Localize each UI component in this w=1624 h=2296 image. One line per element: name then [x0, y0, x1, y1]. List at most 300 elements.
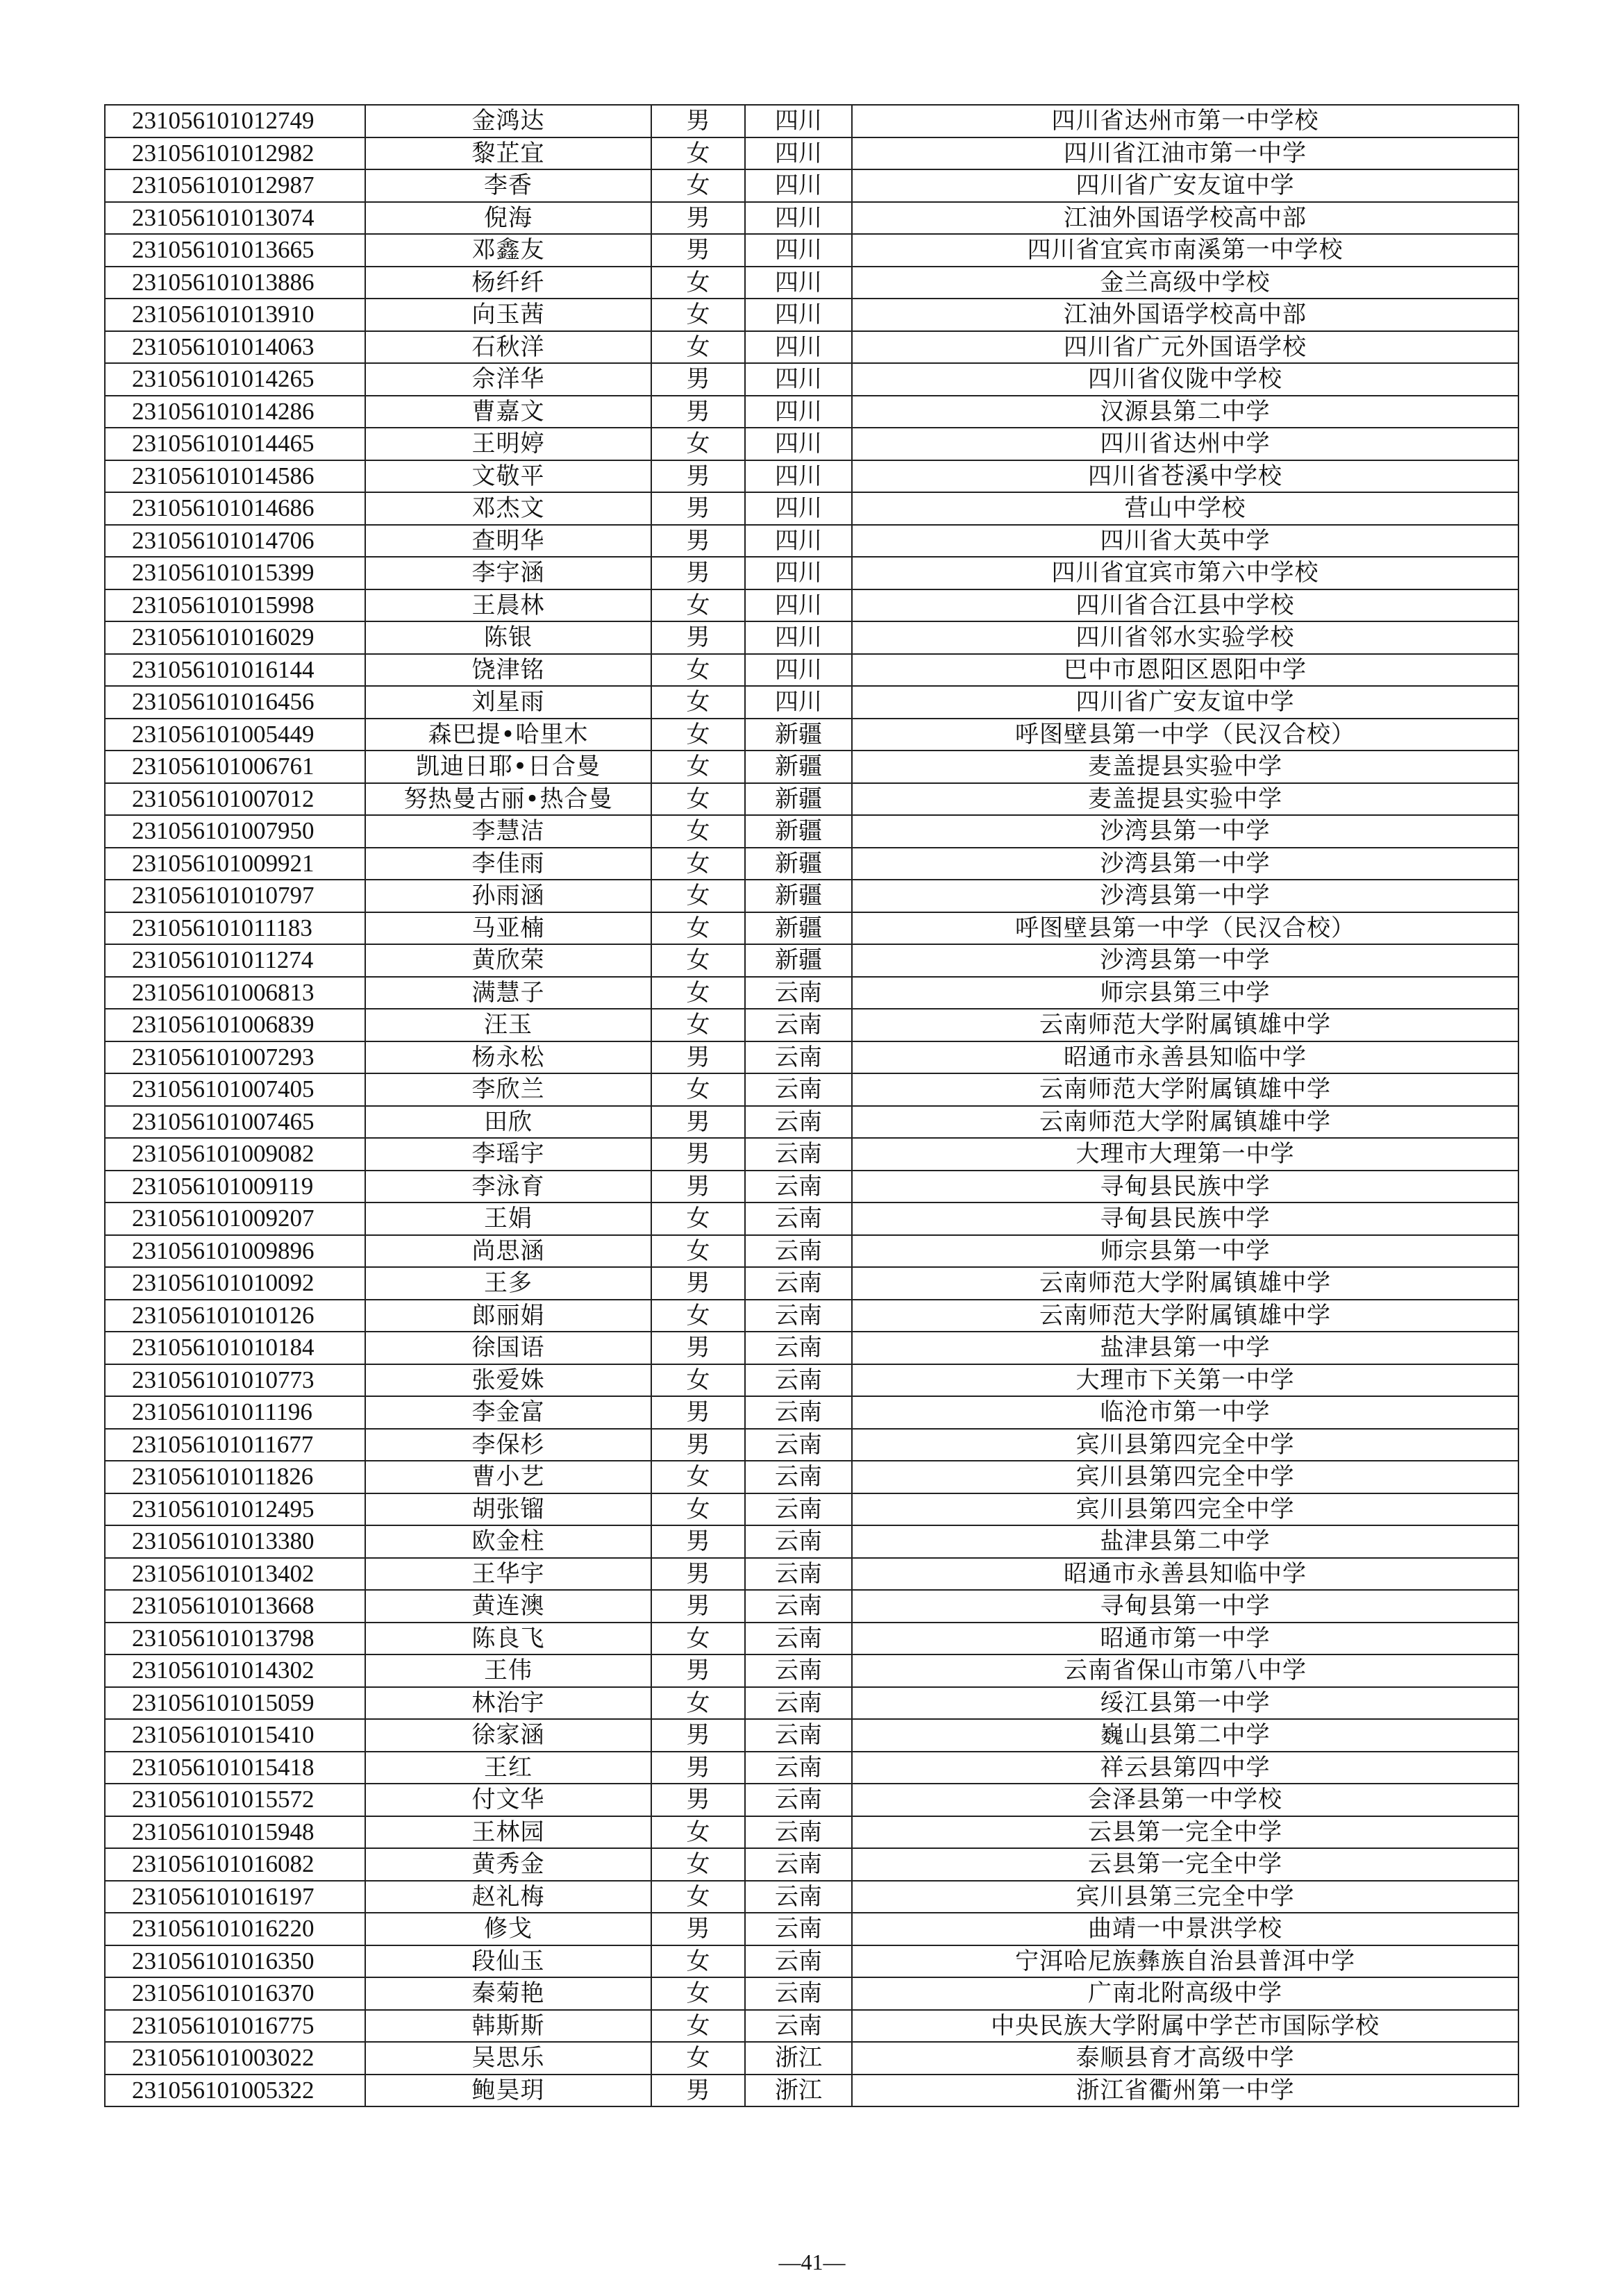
school-name-cell: 盐津县第一中学 [852, 1332, 1518, 1364]
table-row [105, 1752, 1518, 1784]
gender-cell: 女 [651, 751, 745, 783]
province-cell: 新疆 [745, 783, 852, 816]
table-row [105, 1235, 1518, 1268]
school-name-cell: 沙湾县第一中学 [852, 944, 1518, 977]
table-row [105, 1267, 1518, 1300]
province-cell: 四川 [745, 202, 852, 235]
candidate-id-cell: 231056101015059 [105, 1687, 365, 1720]
candidate-id-cell: 231056101006813 [105, 977, 365, 1009]
school-name-cell: 绥江县第一中学 [852, 1687, 1518, 1720]
province-cell: 云南 [745, 1719, 852, 1752]
candidate-id-cell: 231056101013886 [105, 267, 365, 299]
gender-cell: 男 [651, 621, 745, 654]
table-row [105, 1945, 1518, 1978]
school-name-cell: 曲靖一中景洪学校 [852, 1913, 1518, 1945]
province-cell: 四川 [745, 299, 852, 331]
table-row [105, 105, 1518, 137]
table-row [105, 1913, 1518, 1945]
province-cell: 新疆 [745, 848, 852, 880]
student-name-cell: 黄连澳 [365, 1590, 651, 1623]
table-row [105, 1106, 1518, 1139]
province-cell: 四川 [745, 654, 852, 687]
candidate-id-cell: 231056101014286 [105, 396, 365, 428]
candidate-id-cell: 231056101011196 [105, 1396, 365, 1429]
table-row [105, 1461, 1518, 1493]
candidate-id-cell: 231056101014265 [105, 363, 365, 396]
province-cell: 浙江 [745, 2042, 852, 2075]
candidate-id-cell: 231056101012987 [105, 169, 365, 202]
candidate-id-cell: 231056101016197 [105, 1881, 365, 1913]
student-name-cell: 李宇涵 [365, 557, 651, 589]
candidate-id-cell: 231056101009207 [105, 1203, 365, 1235]
candidate-id-cell: 231056101016456 [105, 686, 365, 719]
candidate-id-cell: 231056101006761 [105, 751, 365, 783]
table-row [105, 1332, 1518, 1364]
candidate-id-cell: 231056101007950 [105, 815, 365, 848]
candidate-id-cell: 231056101009119 [105, 1171, 365, 1203]
gender-cell: 女 [651, 1623, 745, 1655]
candidate-id-cell: 231056101006839 [105, 1009, 365, 1041]
student-name-cell: 王晨林 [365, 589, 651, 622]
table-row [105, 751, 1518, 783]
gender-cell: 男 [651, 1041, 745, 1074]
gender-cell: 女 [651, 331, 745, 364]
gender-cell: 男 [651, 363, 745, 396]
candidate-id-cell: 231056101011183 [105, 912, 365, 945]
school-name-cell: 云县第一完全中学 [852, 1848, 1518, 1881]
table-row [105, 654, 1518, 687]
gender-cell: 女 [651, 267, 745, 299]
province-cell: 云南 [745, 1945, 852, 1978]
gender-cell: 女 [651, 1816, 745, 1849]
gender-cell: 女 [651, 299, 745, 331]
gender-cell: 男 [651, 557, 745, 589]
table-row [105, 1300, 1518, 1332]
table-row [105, 1429, 1518, 1461]
province-cell: 云南 [745, 1073, 852, 1106]
gender-cell: 男 [651, 1267, 745, 1300]
candidate-id-cell: 231056101015418 [105, 1752, 365, 1784]
table-row [105, 944, 1518, 977]
table-row [105, 1558, 1518, 1591]
student-name-cell: 郎丽娟 [365, 1300, 651, 1332]
table-row [105, 783, 1518, 816]
gender-cell: 男 [651, 396, 745, 428]
student-name-cell: 金鸿达 [365, 105, 651, 137]
table-row [105, 1364, 1518, 1397]
candidate-id-cell: 231056101011274 [105, 944, 365, 977]
gender-cell: 男 [651, 1138, 745, 1171]
student-name-cell: 尚思涵 [365, 1235, 651, 1268]
gender-cell: 男 [651, 1590, 745, 1623]
candidate-id-cell: 231056101010773 [105, 1364, 365, 1397]
gender-cell: 男 [651, 525, 745, 558]
candidate-id-cell: 231056101011826 [105, 1461, 365, 1493]
candidate-id-cell: 231056101016220 [105, 1913, 365, 1945]
candidate-id-cell: 231056101009082 [105, 1138, 365, 1171]
candidate-id-cell: 231056101016370 [105, 1977, 365, 2010]
table-row [105, 912, 1518, 945]
table-row [105, 234, 1518, 267]
school-name-cell: 昭通市永善县知临中学 [852, 1041, 1518, 1074]
table-row [105, 1719, 1518, 1752]
province-cell: 云南 [745, 1300, 852, 1332]
table-row [105, 492, 1518, 525]
school-name-cell: 四川省江油市第一中学 [852, 137, 1518, 170]
student-name-cell: 秦菊艳 [365, 1977, 651, 2010]
school-name-cell: 宾川县第四完全中学 [852, 1461, 1518, 1493]
gender-cell: 男 [651, 460, 745, 493]
gender-cell: 女 [651, 1364, 745, 1397]
student-name-cell: 倪海 [365, 202, 651, 235]
table-row [105, 331, 1518, 364]
gender-cell: 女 [651, 686, 745, 719]
province-cell: 四川 [745, 169, 852, 202]
province-cell: 云南 [745, 1590, 852, 1623]
province-cell: 四川 [745, 589, 852, 622]
candidate-id-cell: 231056101007012 [105, 783, 365, 816]
table-row [105, 2010, 1518, 2043]
gender-cell: 女 [651, 1493, 745, 1526]
school-name-cell: 呼图壁县第一中学（民汉合校） [852, 912, 1518, 945]
candidate-id-cell: 231056101016029 [105, 621, 365, 654]
school-name-cell: 沙湾县第一中学 [852, 848, 1518, 880]
school-name-cell: 寻甸县民族中学 [852, 1171, 1518, 1203]
table-row [105, 1784, 1518, 1816]
school-name-cell: 大理市下关第一中学 [852, 1364, 1518, 1397]
school-name-cell: 云南师范大学附属镇雄中学 [852, 1267, 1518, 1300]
province-cell: 四川 [745, 267, 852, 299]
student-name-cell: 陈良飞 [365, 1623, 651, 1655]
gender-cell: 女 [651, 880, 745, 912]
school-name-cell: 宁洱哈尼族彝族自治县普洱中学 [852, 1945, 1518, 1978]
gender-cell: 女 [651, 1848, 745, 1881]
province-cell: 云南 [745, 1493, 852, 1526]
province-cell: 新疆 [745, 912, 852, 945]
school-name-cell: 广南北附高级中学 [852, 1977, 1518, 2010]
table-row [105, 2075, 1518, 2107]
table-row [105, 137, 1518, 170]
candidate-id-cell: 231056101014465 [105, 428, 365, 460]
province-cell: 云南 [745, 1041, 852, 1074]
school-name-cell: 四川省广安友谊中学 [852, 686, 1518, 719]
student-name-cell: 王伟 [365, 1654, 651, 1687]
candidate-id-cell: 231056101003022 [105, 2042, 365, 2075]
province-cell: 云南 [745, 1881, 852, 1913]
school-name-cell: 中央民族大学附属中学芒市国际学校 [852, 2010, 1518, 2043]
province-cell: 云南 [745, 1396, 852, 1429]
table-row [105, 1073, 1518, 1106]
student-name-cell: 王多 [365, 1267, 651, 1300]
gender-cell: 男 [651, 2075, 745, 2107]
school-name-cell: 云县第一完全中学 [852, 1816, 1518, 1849]
student-name-cell: 王明婷 [365, 428, 651, 460]
table-row [105, 1590, 1518, 1623]
table-row [105, 1654, 1518, 1687]
student-name-cell: 刘星雨 [365, 686, 651, 719]
table-row [105, 1848, 1518, 1881]
candidate-id-cell: 231056101009896 [105, 1235, 365, 1268]
table-row [105, 1623, 1518, 1655]
student-name-cell: 杨纤纤 [365, 267, 651, 299]
province-cell: 云南 [745, 1687, 852, 1720]
gender-cell: 女 [651, 1881, 745, 1913]
school-name-cell: 寻甸县第一中学 [852, 1590, 1518, 1623]
student-name-cell: 汪玉 [365, 1009, 651, 1041]
candidate-id-cell: 231056101011677 [105, 1429, 365, 1461]
student-name-cell: 李香 [365, 169, 651, 202]
school-name-cell: 宾川县第四完全中学 [852, 1493, 1518, 1526]
student-name-cell: 满慧子 [365, 977, 651, 1009]
student-name-cell: 森巴提•哈里木 [365, 719, 651, 751]
province-cell: 云南 [745, 1235, 852, 1268]
school-name-cell: 寻甸县民族中学 [852, 1203, 1518, 1235]
province-cell: 四川 [745, 557, 852, 589]
school-name-cell: 四川省宜宾市第六中学校 [852, 557, 1518, 589]
gender-cell: 女 [651, 1300, 745, 1332]
gender-cell: 女 [651, 589, 745, 622]
table-row [105, 1138, 1518, 1171]
province-cell: 四川 [745, 331, 852, 364]
candidate-id-cell: 231056101016082 [105, 1848, 365, 1881]
student-name-cell: 饶津铭 [365, 654, 651, 687]
candidate-id-cell: 231056101015572 [105, 1784, 365, 1816]
table-row [105, 815, 1518, 848]
table-row [105, 1816, 1518, 1849]
student-name-cell: 李金富 [365, 1396, 651, 1429]
student-name-cell: 曹小艺 [365, 1461, 651, 1493]
gender-cell: 女 [651, 1687, 745, 1720]
student-name-cell: 凯迪日耶•日合曼 [365, 751, 651, 783]
province-cell: 四川 [745, 460, 852, 493]
province-cell: 四川 [745, 105, 852, 137]
province-cell: 云南 [745, 1429, 852, 1461]
table-row [105, 557, 1518, 589]
school-name-cell: 沙湾县第一中学 [852, 815, 1518, 848]
table-row [105, 1396, 1518, 1429]
school-name-cell: 汉源县第二中学 [852, 396, 1518, 428]
gender-cell: 女 [651, 815, 745, 848]
gender-cell: 女 [651, 137, 745, 170]
candidate-id-cell: 231056101009921 [105, 848, 365, 880]
school-name-cell: 会泽县第一中学校 [852, 1784, 1518, 1816]
candidate-id-cell: 231056101010126 [105, 1300, 365, 1332]
province-cell: 云南 [745, 1364, 852, 1397]
gender-cell: 女 [651, 1009, 745, 1041]
gender-cell: 女 [651, 848, 745, 880]
gender-cell: 女 [651, 1945, 745, 1978]
table-row [105, 202, 1518, 235]
student-name-cell: 查明华 [365, 525, 651, 558]
admission-roster-table [104, 104, 1519, 2107]
school-name-cell: 云南师范大学附属镇雄中学 [852, 1106, 1518, 1139]
gender-cell: 女 [651, 944, 745, 977]
province-cell: 云南 [745, 1752, 852, 1784]
table-row [105, 1687, 1518, 1720]
table-row [105, 460, 1518, 493]
student-name-cell: 李慧洁 [365, 815, 651, 848]
province-cell: 云南 [745, 1138, 852, 1171]
candidate-id-cell: 231056101016775 [105, 2010, 365, 2043]
province-cell: 云南 [745, 1106, 852, 1139]
school-name-cell: 金兰高级中学校 [852, 267, 1518, 299]
province-cell: 四川 [745, 525, 852, 558]
gender-cell: 男 [651, 1913, 745, 1945]
table-row [105, 621, 1518, 654]
school-name-cell: 云南师范大学附属镇雄中学 [852, 1300, 1518, 1332]
student-name-cell: 向玉茜 [365, 299, 651, 331]
school-name-cell: 师宗县第三中学 [852, 977, 1518, 1009]
student-name-cell: 文敬平 [365, 460, 651, 493]
student-name-cell: 石秋洋 [365, 331, 651, 364]
candidate-id-cell: 231056101015998 [105, 589, 365, 622]
student-name-cell: 王娟 [365, 1203, 651, 1235]
table-row [105, 363, 1518, 396]
roster-body [105, 105, 1518, 2106]
candidate-id-cell: 231056101013074 [105, 202, 365, 235]
school-name-cell: 宾川县第四完全中学 [852, 1429, 1518, 1461]
gender-cell: 男 [651, 202, 745, 235]
province-cell: 新疆 [745, 719, 852, 751]
school-name-cell: 宾川县第三完全中学 [852, 1881, 1518, 1913]
province-cell: 云南 [745, 1332, 852, 1364]
student-name-cell: 李欣兰 [365, 1073, 651, 1106]
candidate-id-cell: 231056101007293 [105, 1041, 365, 1074]
table-row [105, 848, 1518, 880]
table-row [105, 396, 1518, 428]
table-row [105, 1525, 1518, 1558]
student-name-cell: 修戈 [365, 1913, 651, 1945]
candidate-id-cell: 231056101013798 [105, 1623, 365, 1655]
table-row [105, 267, 1518, 299]
gender-cell: 女 [651, 719, 745, 751]
student-name-cell: 田欣 [365, 1106, 651, 1139]
student-name-cell: 曹嘉文 [365, 396, 651, 428]
gender-cell: 男 [651, 1525, 745, 1558]
school-name-cell: 江油外国语学校高中部 [852, 299, 1518, 331]
province-cell: 四川 [745, 363, 852, 396]
student-name-cell: 王华宇 [365, 1558, 651, 1591]
student-name-cell: 李佳雨 [365, 848, 651, 880]
student-name-cell: 马亚楠 [365, 912, 651, 945]
student-name-cell: 王红 [365, 1752, 651, 1784]
gender-cell: 女 [651, 654, 745, 687]
school-name-cell: 泰顺县育才高级中学 [852, 2042, 1518, 2075]
school-name-cell: 四川省达州中学 [852, 428, 1518, 460]
province-cell: 云南 [745, 1203, 852, 1235]
student-name-cell: 黄欣荣 [365, 944, 651, 977]
student-name-cell: 努热曼古丽•热合曼 [365, 783, 651, 816]
gender-cell: 女 [651, 977, 745, 1009]
table-row [105, 686, 1518, 719]
gender-cell: 女 [651, 1461, 745, 1493]
province-cell: 云南 [745, 1913, 852, 1945]
province-cell: 云南 [745, 1525, 852, 1558]
school-name-cell: 四川省大英中学 [852, 525, 1518, 558]
student-name-cell: 吴思乐 [365, 2042, 651, 2075]
school-name-cell: 沙湾县第一中学 [852, 880, 1518, 912]
candidate-id-cell: 231056101007405 [105, 1073, 365, 1106]
gender-cell: 男 [651, 1784, 745, 1816]
student-name-cell: 李保杉 [365, 1429, 651, 1461]
province-cell: 云南 [745, 1461, 852, 1493]
student-name-cell: 佘洋华 [365, 363, 651, 396]
school-name-cell: 云南师范大学附属镇雄中学 [852, 1073, 1518, 1106]
candidate-id-cell: 231056101014063 [105, 331, 365, 364]
school-name-cell: 四川省宜宾市南溪第一中学校 [852, 234, 1518, 267]
table-row [105, 1493, 1518, 1526]
table-row [105, 1171, 1518, 1203]
student-name-cell: 徐国语 [365, 1332, 651, 1364]
student-name-cell: 张爱姝 [365, 1364, 651, 1397]
province-cell: 云南 [745, 977, 852, 1009]
student-name-cell: 胡张镏 [365, 1493, 651, 1526]
table-row [105, 525, 1518, 558]
gender-cell: 男 [651, 1332, 745, 1364]
table-row [105, 428, 1518, 460]
table-row [105, 880, 1518, 912]
school-name-cell: 巴中市恩阳区恩阳中学 [852, 654, 1518, 687]
province-cell: 云南 [745, 2010, 852, 2043]
province-cell: 浙江 [745, 2075, 852, 2107]
student-name-cell: 杨永松 [365, 1041, 651, 1074]
candidate-id-cell: 231056101014706 [105, 525, 365, 558]
student-name-cell: 李瑶宇 [365, 1138, 651, 1171]
school-name-cell: 四川省仪陇中学校 [852, 363, 1518, 396]
school-name-cell: 麦盖提县实验中学 [852, 751, 1518, 783]
table-row [105, 1203, 1518, 1235]
gender-cell: 男 [651, 1106, 745, 1139]
candidate-id-cell: 231056101012495 [105, 1493, 365, 1526]
province-cell: 四川 [745, 621, 852, 654]
gender-cell: 女 [651, 169, 745, 202]
gender-cell: 男 [651, 1752, 745, 1784]
table-row [105, 2042, 1518, 2075]
province-cell: 四川 [745, 686, 852, 719]
school-name-cell: 昭通市第一中学 [852, 1623, 1518, 1655]
school-name-cell: 临沧市第一中学 [852, 1396, 1518, 1429]
school-name-cell: 麦盖提县实验中学 [852, 783, 1518, 816]
school-name-cell: 昭通市永善县知临中学 [852, 1558, 1518, 1591]
table-row [105, 719, 1518, 751]
student-name-cell: 黄秀金 [365, 1848, 651, 1881]
candidate-id-cell: 231056101015948 [105, 1816, 365, 1849]
province-cell: 新疆 [745, 815, 852, 848]
table-row [105, 1009, 1518, 1041]
gender-cell: 女 [651, 1977, 745, 2010]
candidate-id-cell: 231056101012749 [105, 105, 365, 137]
province-cell: 新疆 [745, 880, 852, 912]
candidate-id-cell: 231056101010184 [105, 1332, 365, 1364]
candidate-id-cell: 231056101005322 [105, 2075, 365, 2107]
student-name-cell: 李泳育 [365, 1171, 651, 1203]
student-name-cell: 段仙玉 [365, 1945, 651, 1978]
gender-cell: 男 [651, 105, 745, 137]
student-name-cell: 林治宇 [365, 1687, 651, 1720]
student-name-cell: 赵礼梅 [365, 1881, 651, 1913]
school-name-cell: 四川省邻水实验学校 [852, 621, 1518, 654]
school-name-cell: 四川省广安友谊中学 [852, 169, 1518, 202]
gender-cell: 男 [651, 1719, 745, 1752]
province-cell: 四川 [745, 137, 852, 170]
school-name-cell: 江油外国语学校高中部 [852, 202, 1518, 235]
school-name-cell: 四川省合江县中学校 [852, 589, 1518, 622]
gender-cell: 男 [651, 1558, 745, 1591]
gender-cell: 女 [651, 2042, 745, 2075]
candidate-id-cell: 231056101016144 [105, 654, 365, 687]
candidate-id-cell: 231056101013668 [105, 1590, 365, 1623]
student-name-cell: 陈银 [365, 621, 651, 654]
